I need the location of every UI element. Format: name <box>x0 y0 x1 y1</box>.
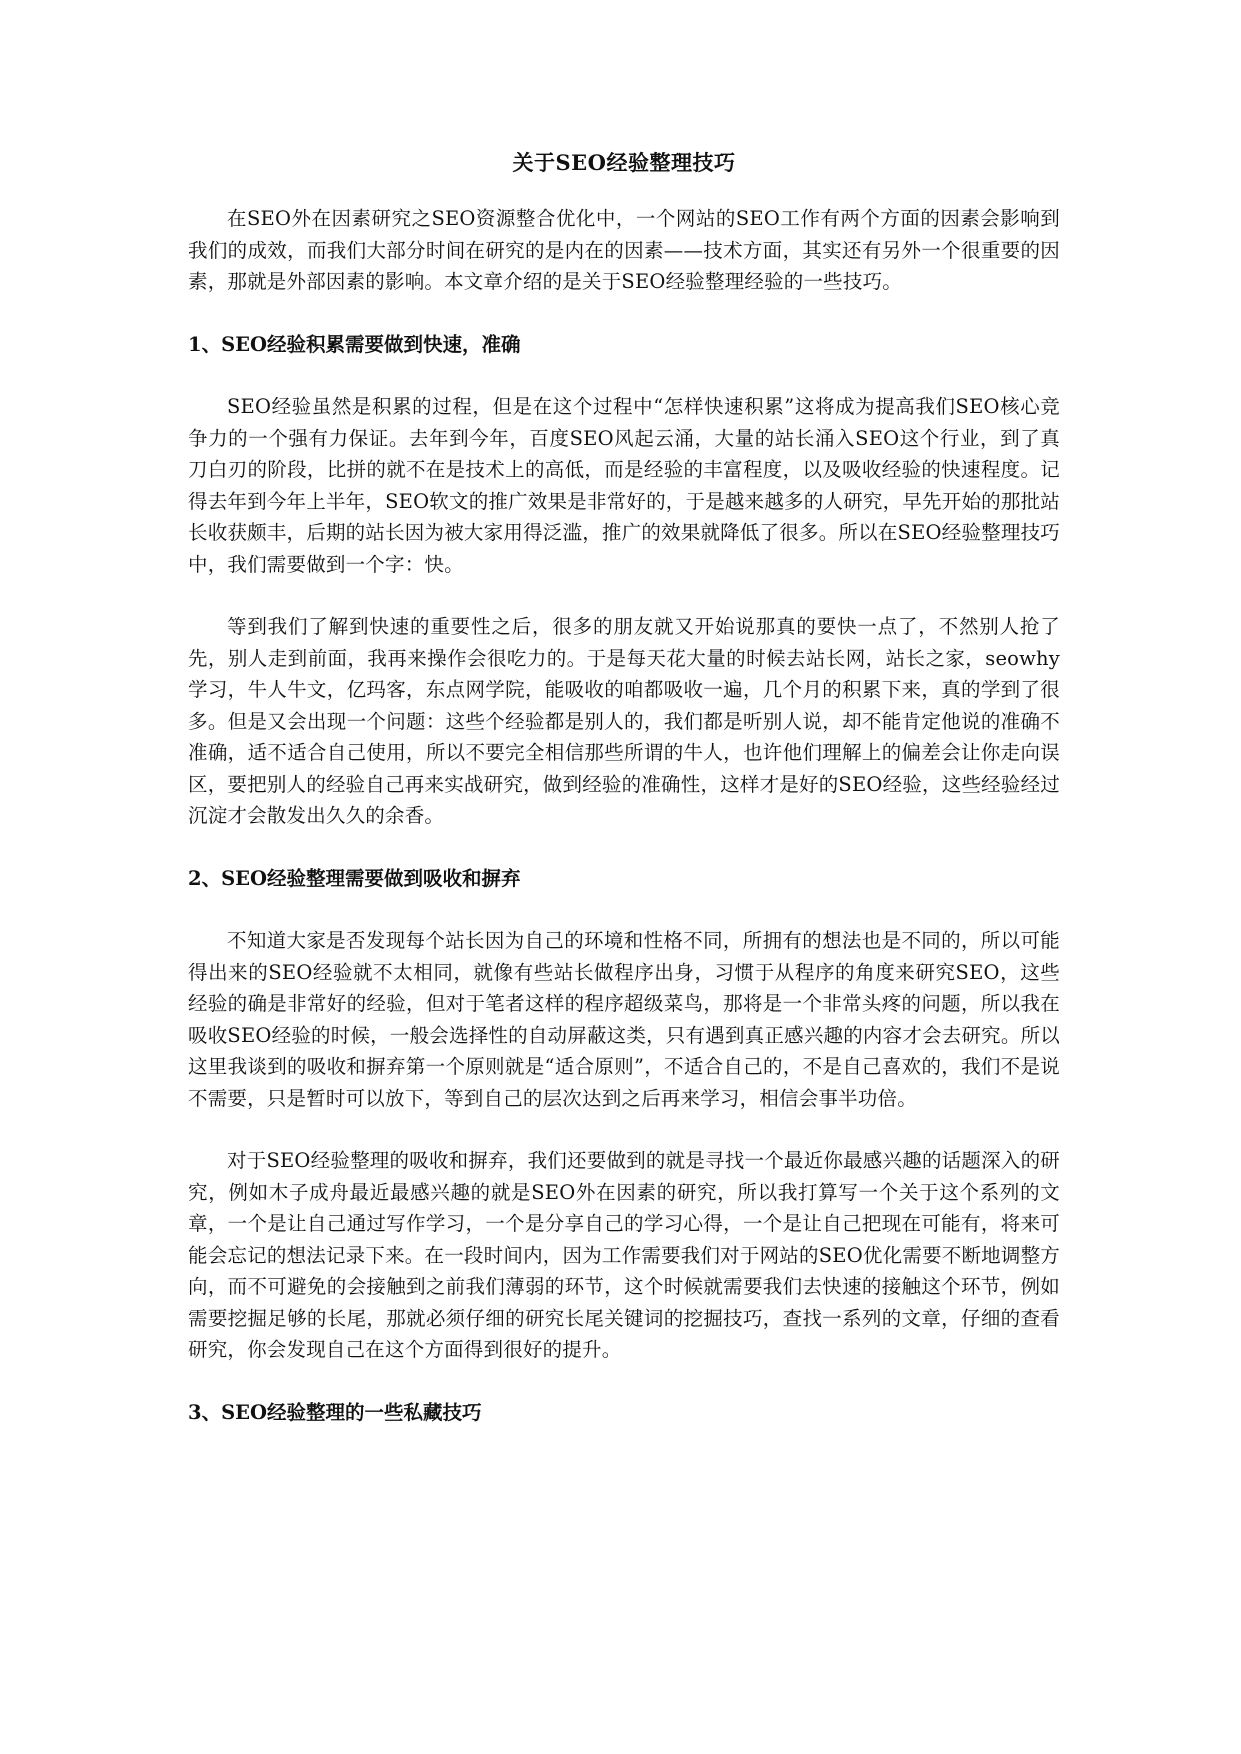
section-3-heading: 3、SEO经验整理的一些私藏技巧 <box>188 1400 482 1424</box>
intro-paragraph: 在SEO外在因素研究之SEO资源整合优化中，一个网站的SEO工作有两个方面的因素会影响到我们的成效，而我们大部分时间在研究的是内在的因素——技术方面，其实还有另外一个很重要的因素，那就是外部因素的影响。本文章介绍的是关于SEO经验整理经验的一些技巧。 <box>188 207 1060 293</box>
section-1-paragraph-1: SEO经验虽然是积累的过程，但是在这个过程中“怎样快速积累”这将成为提高我们SEO核心竞争力的一个强有力保证。去年到今年，百度SEO风起云涌，大量的站长涌入SEO这个行业，到了真刀白刃的阶段，比拼的就不在是技术上的高低，而是经验的丰富程度，以及吸收经验的快速程度。记得去年到今年上半年，SEO软文的推广效果是非常好的，于是越来越多的人研究，早先开始的那批站长收获颇丰，后期的站长因为被大家用得泛滥，推广的效果就降低了很多。所以在SEO经验整理技巧中，我们需要做到一个字：快。 <box>188 395 1060 576</box>
section-2-paragraph-2: 对于SEO经验整理的吸收和摒弃，我们还要做到的就是寻找一个最近你最感兴趣的话题深入的研究，例如木子成舟最近最感兴趣的就是SEO外在因素的研究，所以我打算写一个关于这个系列的文章，一个是让自己通过写作学习，一个是分享自己的学习心得，一个是让自己把现在可能有，将来可能会忘记的想法记录下来。在一段时间内，因为工作需要我们对于网站的SEO优化需要不断地调整方向，而不可避免的会接触到之前我们薄弱的环节，这个时候就需要我们去快速的接触这个环节，例如需要挖掘足够的长尾，那就必须仔细的研究长尾关键词的挖掘技巧，查找一系列的文章，仔细的查看研究，你会发现自己在这个方面得到很好的提升。 <box>188 1149 1060 1361</box>
section-2-heading: 2、SEO经验整理需要做到吸收和摒弃 <box>188 866 521 890</box>
section-1-heading: 1、SEO经验积累需要做到快速，准确 <box>188 332 521 356</box>
document-title: 关于SEO经验整理技巧 <box>512 150 736 175</box>
document-body <box>188 148 1060 1459</box>
section-1-paragraph-2: 等到我们了解到快速的重要性之后，很多的朋友就又开始说那真的要快一点了，不然别人抢了先，别人走到前面，我再来操作会很吃力的。于是每天花大量的时候去站长网，站长之家，seowhy学习，牛人牛文，亿玛客，东点网学院，能吸收的咱都吸收一遍，几个月的积累下来，真的学到了很多。但是又会出现一个问题：这些个经验都是别人的，我们都是听别人说，却不能肯定他说的准确不准确，适不适合自己使用，所以不要完全相信那些所谓的牛人，也许他们理解上的偏差会让你走向误区，要把别人的经验自己再来实战研究，做到经验的准确性，这样才是好的SEO经验，这些经验经过沉淀才会散发出久久的余香。 <box>188 615 1060 827</box>
section-2-paragraph-1: 不知道大家是否发现每个站长因为自己的环境和性格不同，所拥有的想法也是不同的，所以可能得出来的SEO经验就不太相同，就像有些站长做程序出身，习惯于从程序的角度来研究SEO，这些经验的确是非常好的经验，但对于笔者这样的程序超级菜鸟，那将是一个非常头疼的问题，所以我在吸收SEO经验的时候，一般会选择性的自动屏蔽这类，只有遇到真正感兴趣的内容才会去研究。所以这里我谈到的吸收和摒弃第一个原则就是“适合原则”，不适合自己的，不是自己喜欢的，我们不是说不需要，只是暂时可以放下，等到自己的层次达到之后再来学习，相信会事半功倍。 <box>188 929 1060 1110</box>
